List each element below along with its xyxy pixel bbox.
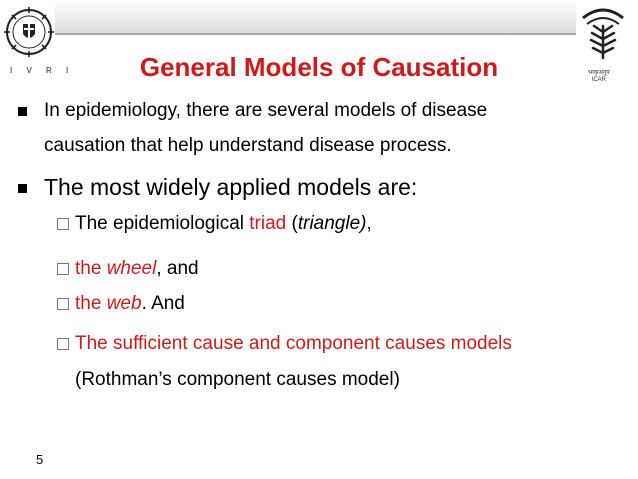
bullet-square-icon (18, 184, 27, 193)
sub-item-1: The epidemiological triad (triangle), (75, 213, 372, 234)
sub-item-2: the wheel, and (75, 258, 199, 279)
bullet-2: The most widely applied models are: (44, 174, 418, 200)
checkbox-bullet-icon (57, 338, 69, 350)
ivri-logo-caption: I V R I (10, 66, 75, 75)
header-divider (55, 33, 576, 35)
slide-title: General Models of Causation (139, 52, 499, 82)
checkbox-bullet-icon (57, 218, 69, 230)
sub-item-3: the web. And (75, 293, 185, 314)
icar-logo-caption: भाकृअनुप ICAR (588, 70, 610, 83)
sub-item-4-continuation: (Rothman’s component causes model) (75, 369, 400, 390)
bullet-1-line-2: causation that help understand disease process. (44, 135, 452, 156)
checkbox-bullet-icon (57, 263, 69, 275)
page-number: 5 (36, 452, 44, 467)
checkbox-bullet-icon (57, 298, 69, 310)
bullet-1-line-1: In epidemiology, there are several models of disease (44, 100, 488, 121)
bullet-square-icon (18, 107, 27, 116)
sub-item-4: The sufficient cause and component causes models (75, 333, 512, 354)
header-bar (55, 0, 576, 34)
